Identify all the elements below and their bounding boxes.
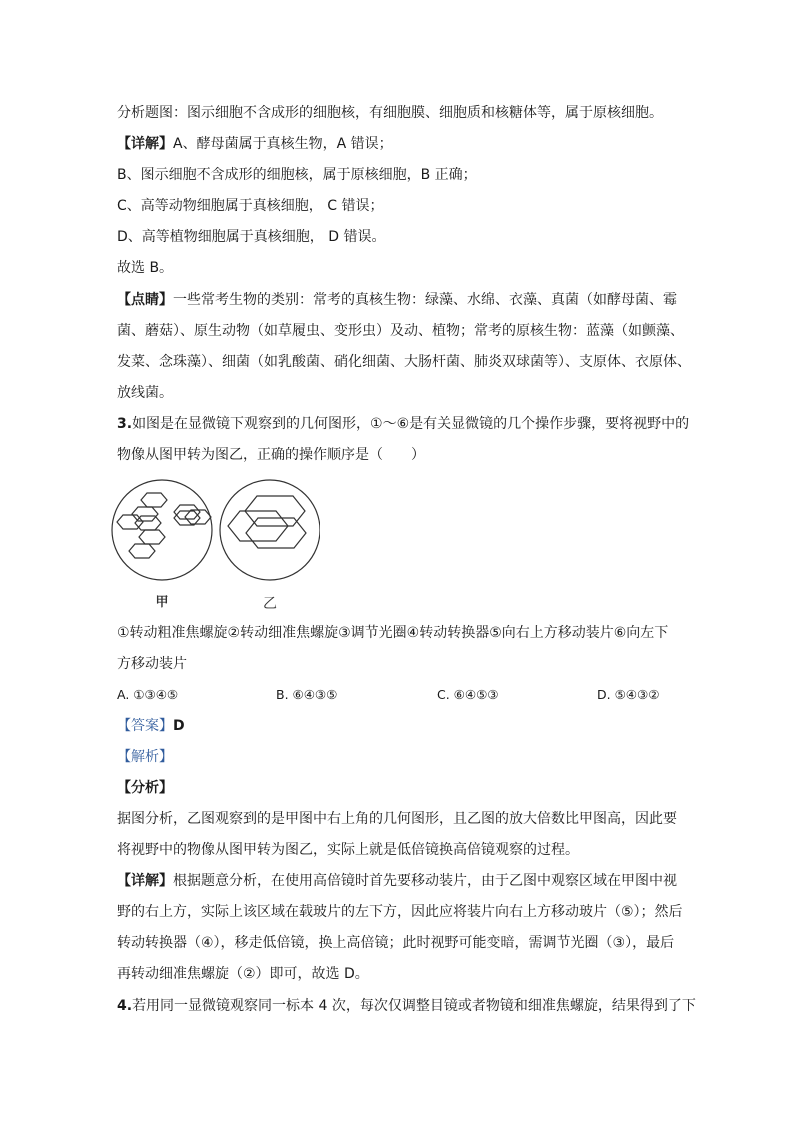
option-c: C. ⑥④⑤③ [437,687,499,702]
choice-line: 故选 B。 [117,260,174,276]
note-tag: 【点睛】 [117,292,173,308]
steps-line-1: ①转动粗准焦螺旋②转动细准焦螺旋③调节光圈④转动转换器⑤向右上方移动装片⑥向左下 [117,625,669,641]
option-d: D. ⑤④③② [597,687,660,702]
detail-text-2: 野的右上方，实际上该区域在载玻片的左下方，因此应将装片向右上方移动玻片（⑤）；然后 [117,904,683,920]
question-3-line-1 [117,414,689,434]
question-4-line-1 [117,996,696,1016]
note-text: 一些常考生物的类别：常考的真核生物：绿藻、水绵、衣藻、真菌（如酵母菌、霉 [173,292,677,308]
field-yi-hexagons [228,496,306,548]
answer-value: D [173,718,185,734]
note-line-3: 发菜、念珠藻）、细菌（如乳酸菌、硝化细菌、大肠杆菌、肺炎双球菌等）、支原体、衣原体、 [117,354,691,370]
answer-tag: 【答案】 [117,718,173,734]
note-line-1 [117,290,677,310]
explanation-heading: 【解析】 [117,749,173,765]
microscope-figure [110,478,320,613]
analysis-text-2: 将视野中的物像从图甲转为图乙，实际上就是低倍镜换高倍镜观察的过程。 [117,842,579,858]
detail-text-3: 转动转换器（④），移走低倍镜，换上高倍镜；此时视野可能变暗，需调节光圈（③），最后 [117,935,675,951]
field-jia-hexagons [117,493,211,558]
question-4-number: 4. [117,998,133,1014]
detail-tag: 【详解】 [117,136,173,152]
detail-body-1: 根据题意分析，在使用高倍镜时首先要移动装片，由于乙图中观察区域在甲图中视 [173,873,677,889]
analysis-heading: 【分析】 [117,780,173,796]
analysis-line: 分析题图：图示细胞不含成形的细胞核，有细胞膜、细胞质和核糖体等，属于原核细胞。 [117,105,663,121]
field-yi-circle [220,480,320,580]
figure-label-jia: 甲 [155,595,169,610]
steps-line-2: 方移动装片 [117,656,187,672]
figure-label-yi: 乙 [263,596,277,612]
detail-line-d: D、高等植物细胞属于真核细胞， D 错误。 [117,229,386,245]
detail-tag-2: 【详解】 [117,873,173,889]
detail-line-b: B、图示细胞不含成形的细胞核，属于原核细胞，B 正确； [117,167,477,183]
detail-text: A、酵母菌属于真核生物，A 错误； [173,136,393,152]
answer-line [117,716,185,736]
note-line-4: 放线菌。 [117,385,173,401]
analysis-text-1: 据图分析，乙图观察到的是甲图中右上角的几何图形，且乙图的放大倍数比甲图高，因此要 [117,811,677,827]
question-4-text: 若用同一显微镜观察同一标本 4 次，每次仅调整目镜或者物镜和细准焦螺旋，结果得到了下 [132,998,696,1014]
detail-line-c: C、高等动物细胞属于真核细胞， C 错误； [117,198,384,214]
question-3-line-2: 物像从图甲转为图乙，正确的操作顺序是（ ） [117,447,425,463]
detail-line-a [117,134,393,154]
detail-text-4: 再转动细准焦螺旋（②）即可，故选 D。 [117,966,369,982]
option-a: A. ①③④⑤ [117,687,179,702]
note-line-2: 菌、蘑菇）、原生动物（如草履虫、变形虫）及动、植物；常考的原核生物：蓝藻（如颤藻、 [117,323,684,339]
option-b: B. ⑥④③⑤ [276,687,338,702]
detail-text-1 [117,871,677,891]
question-3-number: 3. [117,416,133,432]
question-3-text: 如图是在显微镜下观察到的几何图形，①～⑥是有关显微镜的几个操作步骤，要将视野中的 [132,416,690,432]
